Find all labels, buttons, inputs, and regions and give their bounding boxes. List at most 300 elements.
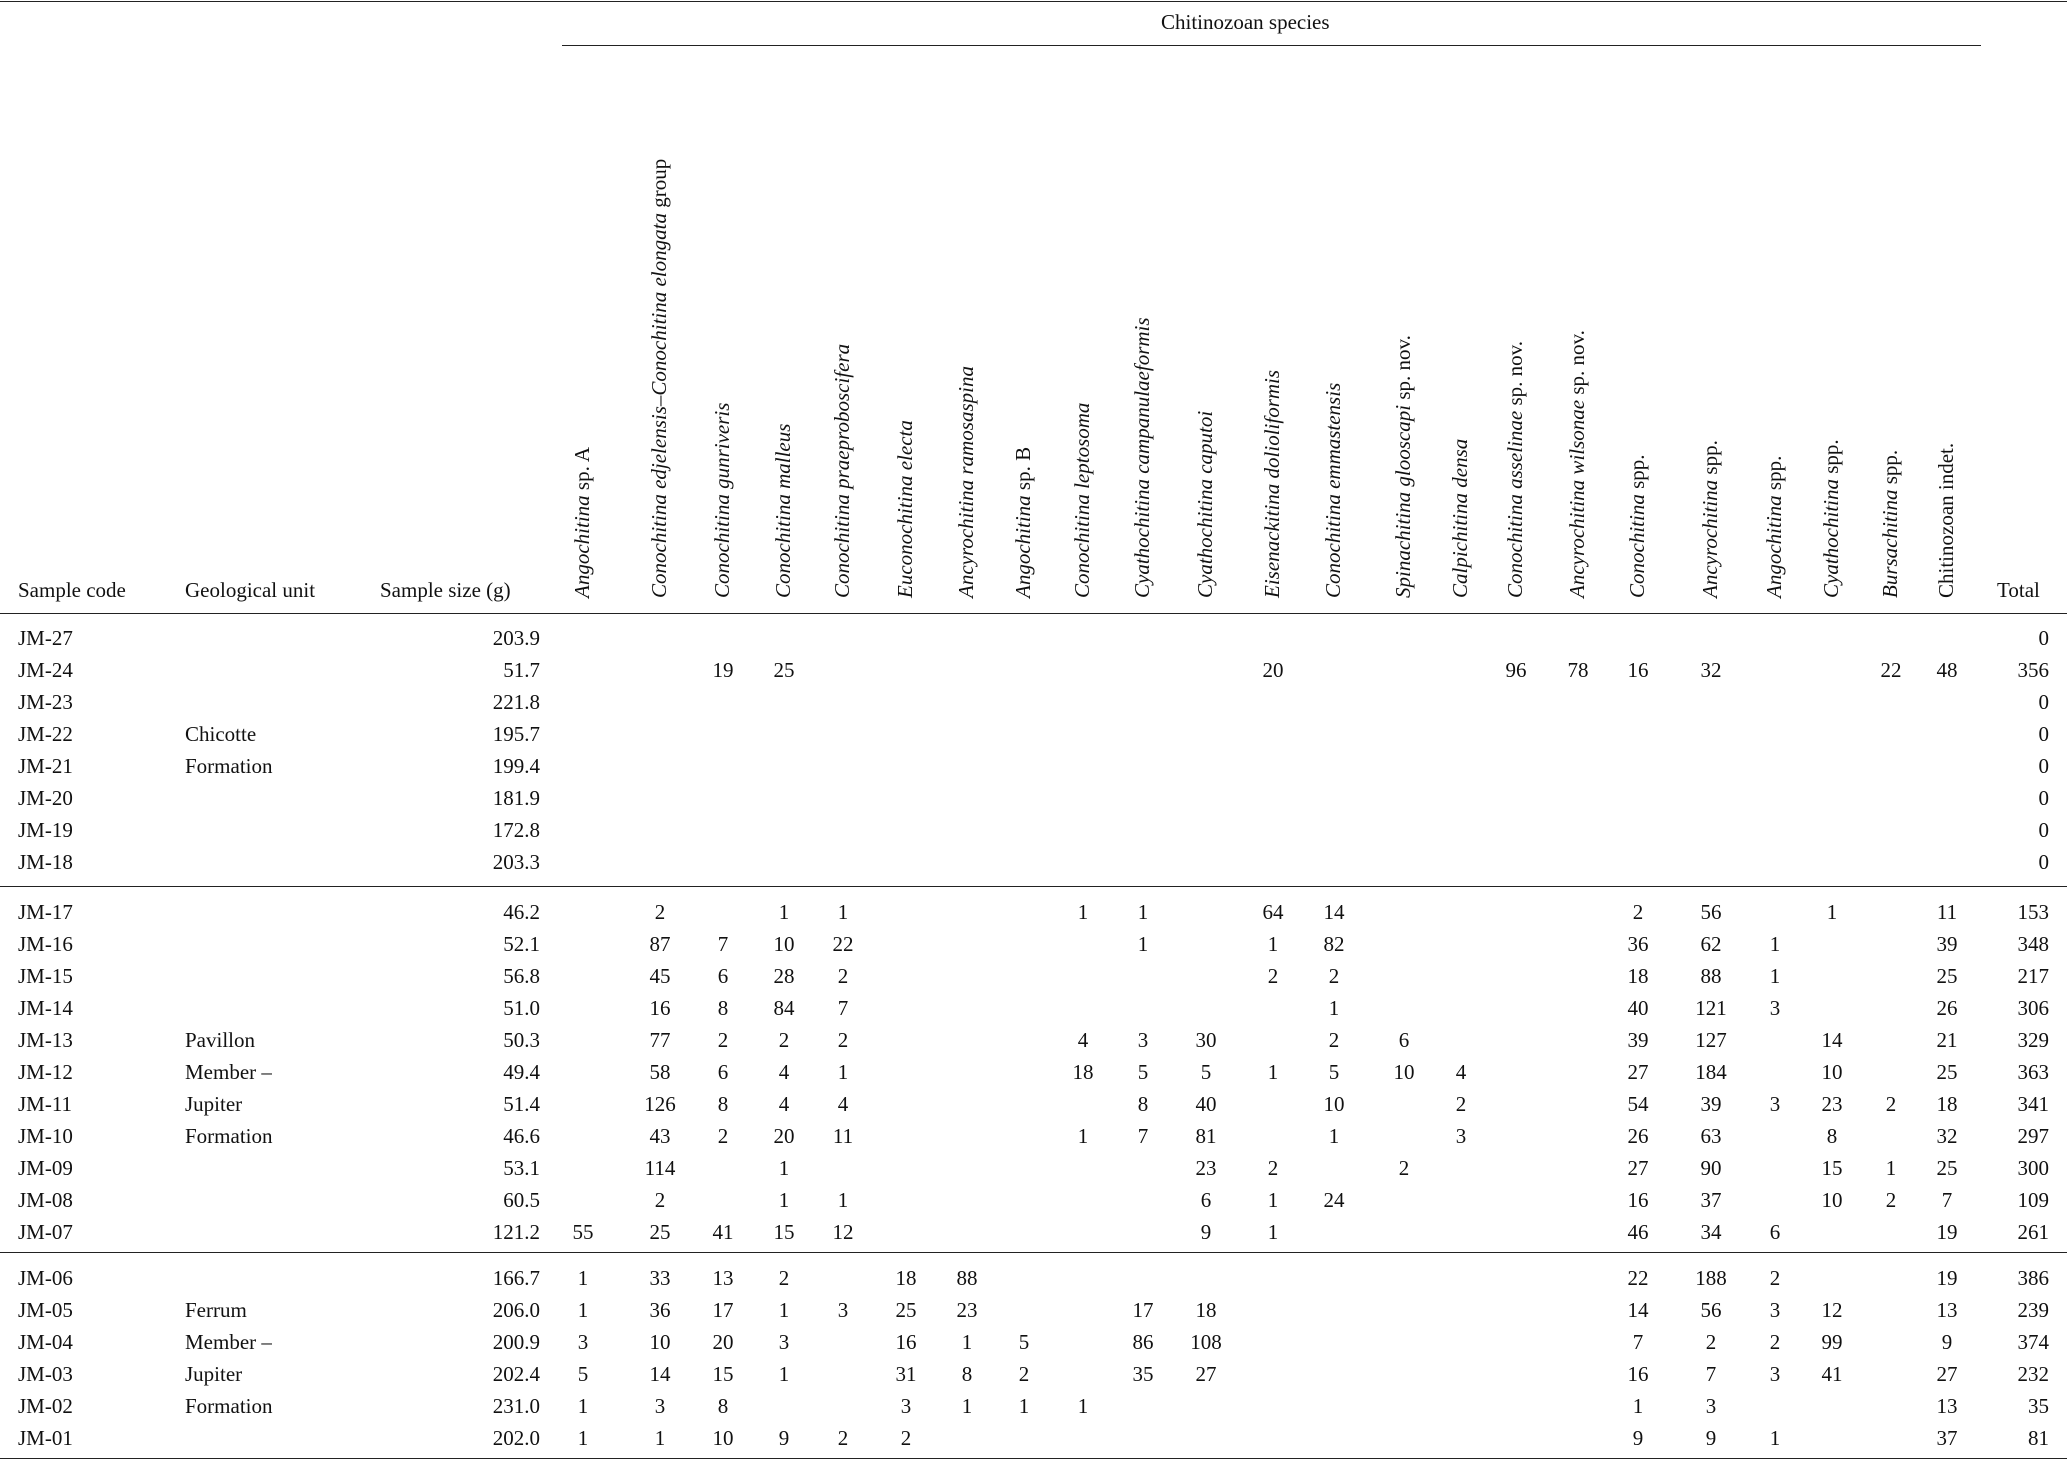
species-header: Conochitina spp.: [1625, 454, 1649, 598]
count-cell: 1: [1267, 1060, 1279, 1084]
count-cell: 1: [577, 1426, 589, 1450]
count-cell: 5: [1018, 1330, 1030, 1354]
row-total: 0: [2038, 690, 2049, 714]
count-cell: 6: [1200, 1188, 1212, 1212]
count-cell: 25: [1936, 964, 1958, 988]
group-rule-2: [0, 1252, 2067, 1253]
sample-size: 200.9: [492, 1330, 540, 1354]
row-total: 0: [2038, 786, 2049, 810]
count-cell: 55: [572, 1220, 594, 1244]
row-total: 0: [2038, 626, 2049, 650]
count-cell: 15: [773, 1220, 795, 1244]
count-cell: 188: [1695, 1266, 1727, 1290]
count-cell: 4: [1455, 1060, 1467, 1084]
count-cell: 1: [961, 1394, 973, 1418]
count-cell: 1: [1769, 1426, 1781, 1450]
species-header: Cyathochitina caputoi: [1193, 410, 1217, 598]
count-cell: 25: [1936, 1060, 1958, 1084]
count-cell: 8: [717, 1394, 729, 1418]
sample-size: 231.0: [492, 1394, 540, 1418]
count-cell: 56: [1700, 900, 1722, 924]
count-cell: 1: [961, 1330, 973, 1354]
row-total: 0: [2038, 754, 2049, 778]
count-cell: 39: [1627, 1028, 1649, 1052]
sample-size: 121.2: [492, 1220, 540, 1244]
sample-code: JM-06: [18, 1266, 73, 1290]
geological-unit-label: Formation: [185, 1394, 273, 1418]
sample-code: JM-07: [18, 1220, 73, 1244]
count-cell: 88: [956, 1266, 978, 1290]
geological-unit-label: Jupiter: [185, 1092, 243, 1116]
species-header: Ancyrochitina ramosaspina: [954, 366, 978, 598]
species-header: Eisenackitina dolioliformis: [1260, 369, 1284, 598]
sample-size: 166.7: [492, 1266, 540, 1290]
count-cell: 2: [837, 1426, 849, 1450]
count-cell: 19: [1936, 1220, 1958, 1244]
count-cell: 4: [778, 1060, 790, 1084]
count-cell: 88: [1700, 964, 1722, 988]
sample-size: 221.8: [492, 690, 540, 714]
count-cell: 1: [778, 1362, 790, 1386]
count-cell: 3: [1769, 1092, 1781, 1116]
sample-code: JM-16: [18, 932, 73, 956]
count-cell: 87: [649, 932, 671, 956]
count-cell: 16: [1627, 1188, 1649, 1212]
count-cell: 8: [961, 1362, 973, 1386]
species-header: Euconochitina electa: [893, 420, 917, 598]
species-header: Spinachitina glooscapi sp. nov.: [1391, 335, 1415, 598]
count-cell: 27: [1627, 1156, 1649, 1180]
count-cell: 18: [895, 1266, 917, 1290]
count-cell: 2: [1328, 964, 1340, 988]
group-rule-1: [0, 886, 2067, 887]
count-cell: 8: [717, 1092, 729, 1116]
count-cell: 16: [895, 1330, 917, 1354]
count-cell: 9: [778, 1426, 790, 1450]
species-header: Cyathochitina campanulaeformis: [1130, 317, 1154, 598]
sample-size: 51.4: [503, 1092, 540, 1116]
sample-code: JM-03: [18, 1362, 73, 1386]
count-cell: 1: [1328, 996, 1340, 1020]
species-header: Cyathochitina spp.: [1819, 439, 1843, 598]
count-cell: 2: [778, 1266, 790, 1290]
count-cell: 2: [1885, 1188, 1897, 1212]
count-cell: 3: [1769, 1298, 1781, 1322]
count-cell: 3: [778, 1330, 790, 1354]
count-cell: 8: [717, 996, 729, 1020]
count-cell: 2: [1885, 1092, 1897, 1116]
count-cell: 1: [837, 1188, 849, 1212]
count-cell: 1: [1137, 932, 1149, 956]
count-cell: 10: [773, 932, 795, 956]
species-header: Conochitina gunriveris: [710, 402, 734, 598]
sample-code: JM-15: [18, 964, 73, 988]
row-total: 35: [2028, 1394, 2049, 1418]
count-cell: 78: [1567, 658, 1589, 682]
species-header: Conochitina edjelensis–Conochitina elongata group: [647, 158, 671, 598]
count-cell: 13: [1936, 1394, 1958, 1418]
count-cell: 6: [1769, 1220, 1781, 1244]
species-header: Angochitina spp.: [1762, 455, 1786, 598]
sample-size: 172.8: [492, 818, 540, 842]
count-cell: 14: [1627, 1298, 1649, 1322]
row-total: 297: [2017, 1124, 2049, 1148]
count-cell: 58: [649, 1060, 671, 1084]
sample-size: 52.1: [503, 932, 540, 956]
count-cell: 9: [1705, 1426, 1717, 1450]
sample-code: JM-22: [18, 722, 73, 746]
sample-size: 203.3: [492, 850, 540, 874]
count-cell: 21: [1936, 1028, 1958, 1052]
count-cell: 6: [717, 1060, 729, 1084]
count-cell: 86: [1132, 1330, 1154, 1354]
super-header-rule: [562, 45, 1981, 46]
count-cell: 17: [712, 1298, 734, 1322]
count-cell: 3: [1769, 996, 1781, 1020]
count-cell: 3: [1455, 1124, 1467, 1148]
count-cell: 127: [1695, 1028, 1727, 1052]
sample-code: JM-18: [18, 850, 73, 874]
count-cell: 99: [1821, 1330, 1843, 1354]
count-cell: 2: [1267, 1156, 1279, 1180]
sample-code: JM-13: [18, 1028, 73, 1052]
count-cell: 1: [1267, 1220, 1279, 1244]
geological-unit-label: Ferrum: [185, 1298, 247, 1322]
row-total: 0: [2038, 818, 2049, 842]
species-header: Conochitina emmastensis: [1321, 382, 1345, 598]
count-cell: 1: [577, 1394, 589, 1418]
count-cell: 7: [1705, 1362, 1717, 1386]
count-cell: 96: [1505, 658, 1527, 682]
count-cell: 40: [1627, 996, 1649, 1020]
row-total: 300: [2017, 1156, 2049, 1180]
count-cell: 184: [1695, 1060, 1727, 1084]
count-cell: 10: [649, 1330, 671, 1354]
count-cell: 30: [1195, 1028, 1217, 1052]
sample-code: JM-02: [18, 1394, 73, 1418]
count-cell: 43: [649, 1124, 671, 1148]
count-cell: 18: [1195, 1298, 1217, 1322]
count-cell: 114: [644, 1156, 676, 1180]
count-cell: 1: [837, 1060, 849, 1084]
count-cell: 27: [1936, 1362, 1958, 1386]
geological-unit-label: Member –: [185, 1330, 272, 1354]
count-cell: 15: [712, 1362, 734, 1386]
sample-code: JM-12: [18, 1060, 73, 1084]
count-cell: 9: [1941, 1330, 1953, 1354]
count-cell: 90: [1700, 1156, 1722, 1180]
species-header: Conochitina asselinae sp. nov.: [1503, 340, 1527, 598]
sample-size: 53.1: [503, 1156, 540, 1180]
species-header: Angochitina sp. A: [570, 446, 594, 598]
species-header: Ancyrochitina spp.: [1698, 440, 1722, 598]
sample-size: 51.0: [503, 996, 540, 1020]
count-cell: 39: [1936, 932, 1958, 956]
sample-size: 49.4: [503, 1060, 540, 1084]
header-sample-code: Sample code: [18, 578, 126, 602]
row-total: 261: [2017, 1220, 2049, 1244]
count-cell: 18: [1072, 1060, 1094, 1084]
count-cell: 28: [773, 964, 795, 988]
count-cell: 37: [1700, 1188, 1722, 1212]
bottom-rule: [0, 1458, 2067, 1459]
count-cell: 5: [577, 1362, 589, 1386]
count-cell: 1: [1077, 1394, 1089, 1418]
sample-code: JM-24: [18, 658, 73, 682]
count-cell: 41: [712, 1220, 734, 1244]
super-header: Chitinozoan species: [1161, 10, 1330, 34]
sample-size: 195.7: [492, 722, 540, 746]
count-cell: 3: [900, 1394, 912, 1418]
count-cell: 46: [1627, 1220, 1649, 1244]
count-cell: 31: [895, 1362, 917, 1386]
count-cell: 12: [832, 1220, 854, 1244]
row-total: 363: [2017, 1060, 2049, 1084]
count-cell: 10: [712, 1426, 734, 1450]
sample-size: 46.6: [503, 1124, 540, 1148]
count-cell: 32: [1700, 658, 1722, 682]
header-sample-size: Sample size (g): [380, 578, 511, 602]
count-cell: 10: [1323, 1092, 1345, 1116]
sample-size: 202.4: [492, 1362, 540, 1386]
count-cell: 2: [1455, 1092, 1467, 1116]
sample-code: JM-17: [18, 900, 73, 924]
species-header: Chitinozoan indet.: [1934, 442, 1958, 598]
count-cell: 1: [837, 900, 849, 924]
count-cell: 10: [1393, 1060, 1415, 1084]
count-cell: 54: [1627, 1092, 1649, 1116]
count-cell: 2: [717, 1124, 729, 1148]
count-cell: 62: [1700, 932, 1722, 956]
count-cell: 25: [649, 1220, 671, 1244]
count-cell: 77: [649, 1028, 671, 1052]
geological-unit-label: Jupiter: [185, 1362, 243, 1386]
count-cell: 19: [1936, 1266, 1958, 1290]
sample-size: 202.0: [492, 1426, 540, 1450]
count-cell: 7: [1941, 1188, 1953, 1212]
count-cell: 2: [778, 1028, 790, 1052]
count-cell: 1: [577, 1266, 589, 1290]
count-cell: 2: [1267, 964, 1279, 988]
species-header: Conochitina praeproboscifera: [830, 343, 854, 598]
sample-code: JM-19: [18, 818, 73, 842]
count-cell: 3: [837, 1298, 849, 1322]
count-cell: 1: [1328, 1124, 1340, 1148]
count-cell: 13: [712, 1266, 734, 1290]
count-cell: 14: [649, 1362, 671, 1386]
count-cell: 2: [1632, 900, 1644, 924]
count-cell: 23: [1195, 1156, 1217, 1180]
count-cell: 2: [717, 1028, 729, 1052]
sample-size: 50.3: [503, 1028, 540, 1052]
sample-size: 203.9: [492, 626, 540, 650]
count-cell: 11: [832, 1124, 854, 1148]
row-total: 0: [2038, 722, 2049, 746]
count-cell: 16: [649, 996, 671, 1020]
count-cell: 26: [1627, 1124, 1649, 1148]
sample-size: 46.2: [503, 900, 540, 924]
row-total: 232: [2017, 1362, 2049, 1386]
count-cell: 2: [1398, 1156, 1410, 1180]
row-total: 341: [2017, 1092, 2049, 1116]
row-total: 153: [2017, 900, 2049, 924]
count-cell: 1: [1077, 1124, 1089, 1148]
species-header: Bursachitina spp.: [1878, 449, 1902, 598]
count-cell: 6: [1398, 1028, 1410, 1052]
count-cell: 37: [1936, 1426, 1958, 1450]
count-cell: 7: [1632, 1330, 1644, 1354]
count-cell: 1: [1769, 932, 1781, 956]
row-total: 386: [2017, 1266, 2049, 1290]
count-cell: 16: [1627, 658, 1649, 682]
count-cell: 22: [1627, 1266, 1649, 1290]
count-cell: 13: [1936, 1298, 1958, 1322]
geological-unit-label: Pavillon: [185, 1028, 256, 1052]
count-cell: 33: [649, 1266, 671, 1290]
count-cell: 23: [956, 1298, 978, 1322]
count-cell: 25: [773, 658, 795, 682]
count-cell: 5: [1328, 1060, 1340, 1084]
count-cell: 2: [900, 1426, 912, 1450]
count-cell: 5: [1200, 1060, 1212, 1084]
count-cell: 5: [1137, 1060, 1149, 1084]
count-cell: 7: [1137, 1124, 1149, 1148]
count-cell: 23: [1821, 1092, 1843, 1116]
count-cell: 35: [1132, 1362, 1154, 1386]
row-total: 374: [2017, 1330, 2049, 1354]
count-cell: 32: [1936, 1124, 1958, 1148]
count-cell: 19: [712, 658, 734, 682]
count-cell: 25: [1936, 1156, 1958, 1180]
count-cell: 8: [1826, 1124, 1838, 1148]
count-cell: 9: [1632, 1426, 1644, 1450]
count-cell: 1: [1826, 900, 1838, 924]
count-cell: 82: [1323, 932, 1345, 956]
count-cell: 40: [1195, 1092, 1217, 1116]
sample-code: JM-20: [18, 786, 73, 810]
count-cell: 11: [1936, 900, 1958, 924]
count-cell: 17: [1132, 1298, 1154, 1322]
count-cell: 36: [1627, 932, 1649, 956]
count-cell: 1: [1632, 1394, 1644, 1418]
sample-code: JM-09: [18, 1156, 73, 1180]
count-cell: 34: [1700, 1220, 1722, 1244]
count-cell: 15: [1821, 1156, 1843, 1180]
sample-code: JM-05: [18, 1298, 73, 1322]
row-total: 239: [2017, 1298, 2049, 1322]
count-cell: 2: [837, 964, 849, 988]
count-cell: 3: [577, 1330, 589, 1354]
sample-size: 199.4: [492, 754, 540, 778]
count-cell: 2: [1018, 1362, 1030, 1386]
row-total: 109: [2017, 1188, 2049, 1212]
geological-unit-label: Formation: [185, 1124, 273, 1148]
count-cell: 41: [1821, 1362, 1843, 1386]
count-cell: 20: [712, 1330, 734, 1354]
header-bottom-rule: [0, 613, 2067, 614]
species-header: Conochitina malleus: [771, 423, 795, 598]
count-cell: 4: [1077, 1028, 1089, 1052]
sample-code: JM-04: [18, 1330, 73, 1354]
geological-unit-label: Formation: [185, 754, 273, 778]
count-cell: 39: [1700, 1092, 1722, 1116]
count-cell: 121: [1695, 996, 1727, 1020]
sample-code: JM-10: [18, 1124, 73, 1148]
count-cell: 10: [1821, 1188, 1843, 1212]
count-cell: 6: [717, 964, 729, 988]
count-cell: 3: [1769, 1362, 1781, 1386]
count-cell: 10: [1821, 1060, 1843, 1084]
count-cell: 9: [1200, 1220, 1212, 1244]
count-cell: 20: [773, 1124, 795, 1148]
row-total: 0: [2038, 850, 2049, 874]
geological-unit-label: Member –: [185, 1060, 272, 1084]
sample-code: JM-08: [18, 1188, 73, 1212]
count-cell: 108: [1190, 1330, 1222, 1354]
count-cell: 3: [654, 1394, 666, 1418]
sample-size: 181.9: [492, 786, 540, 810]
species-header: Calpichitina densa: [1448, 438, 1472, 598]
count-cell: 27: [1627, 1060, 1649, 1084]
count-cell: 16: [1627, 1362, 1649, 1386]
count-cell: 1: [1077, 900, 1089, 924]
count-cell: 3: [1137, 1028, 1149, 1052]
count-cell: 48: [1936, 658, 1958, 682]
count-cell: 2: [1769, 1330, 1781, 1354]
count-cell: 2: [654, 1188, 666, 1212]
count-cell: 2: [1769, 1266, 1781, 1290]
count-cell: 25: [895, 1298, 917, 1322]
top-rule: [0, 1, 2067, 2]
count-cell: 2: [654, 900, 666, 924]
count-cell: 14: [1323, 900, 1345, 924]
count-cell: 45: [649, 964, 671, 988]
count-cell: 4: [837, 1092, 849, 1116]
row-total: 306: [2017, 996, 2049, 1020]
count-cell: 27: [1195, 1362, 1217, 1386]
count-cell: 2: [1328, 1028, 1340, 1052]
count-cell: 63: [1700, 1124, 1722, 1148]
sample-code: JM-21: [18, 754, 73, 778]
count-cell: 1: [1885, 1156, 1897, 1180]
count-cell: 24: [1323, 1188, 1345, 1212]
count-cell: 20: [1262, 658, 1284, 682]
sample-size: 60.5: [503, 1188, 540, 1212]
count-cell: 126: [644, 1092, 676, 1116]
geological-unit-label: Chicotte: [185, 722, 257, 746]
count-cell: 14: [1821, 1028, 1843, 1052]
count-cell: 81: [1195, 1124, 1217, 1148]
row-total: 217: [2017, 964, 2049, 988]
species-header: Conochitina leptosoma: [1070, 402, 1094, 598]
count-cell: 36: [649, 1298, 671, 1322]
species-header: Angochitina sp. B: [1011, 446, 1035, 598]
count-cell: 1: [1137, 900, 1149, 924]
count-cell: 8: [1137, 1092, 1149, 1116]
sample-code: JM-23: [18, 690, 73, 714]
count-cell: 1: [778, 1156, 790, 1180]
count-cell: 18: [1936, 1092, 1958, 1116]
sample-size: 51.7: [503, 658, 540, 682]
row-total: 329: [2017, 1028, 2049, 1052]
count-cell: 22: [1880, 658, 1902, 682]
header-geological-unit: Geological unit: [185, 578, 316, 602]
count-cell: 2: [837, 1028, 849, 1052]
count-cell: 3: [1705, 1394, 1717, 1418]
sample-code: JM-14: [18, 996, 73, 1020]
count-cell: 1: [778, 1188, 790, 1212]
count-cell: 1: [1267, 932, 1279, 956]
